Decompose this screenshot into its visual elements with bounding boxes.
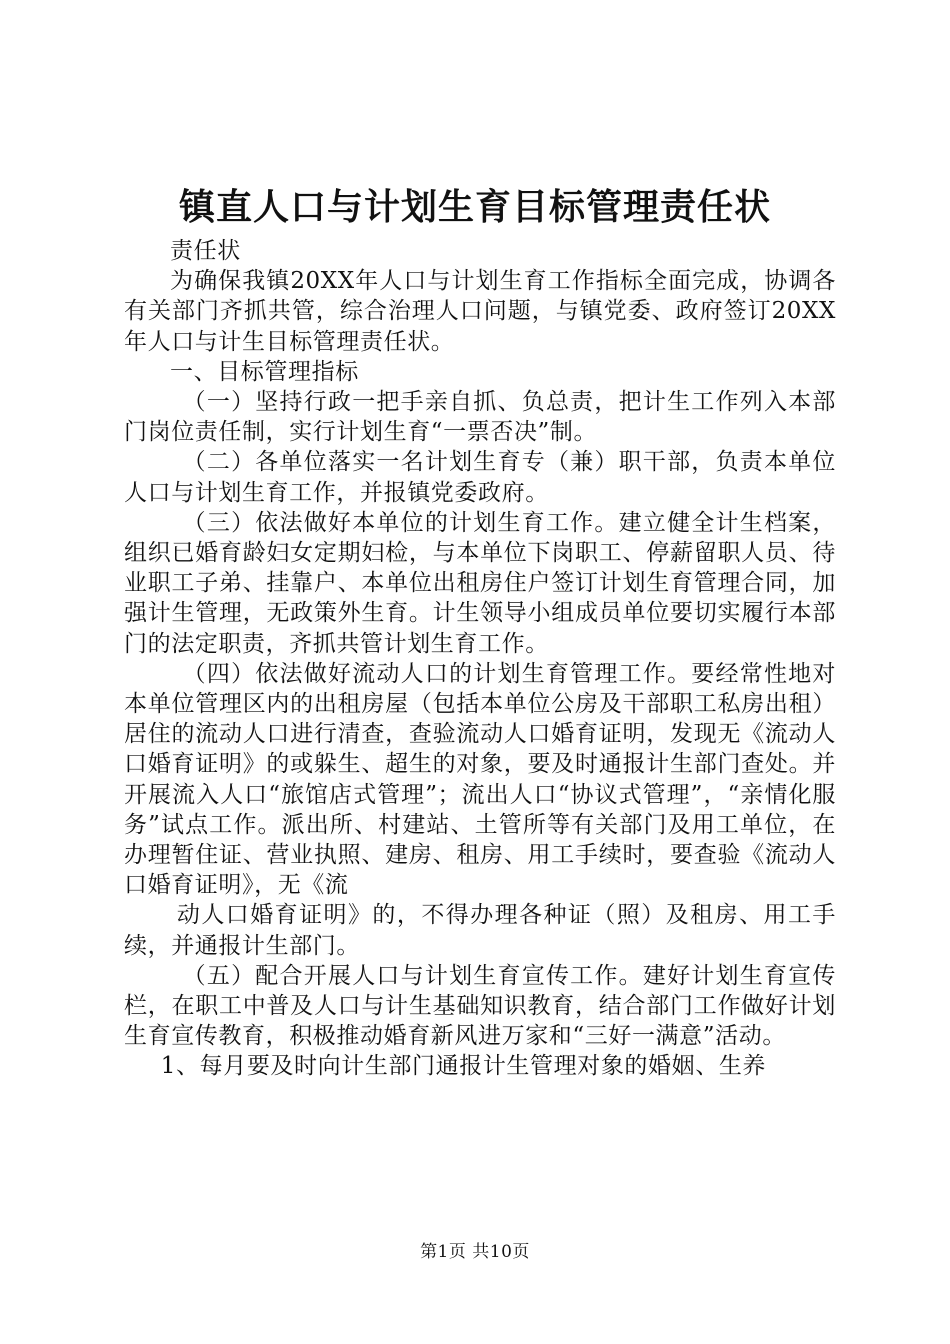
paragraph-intro: 为确保我镇20XX年人口与计划生育工作指标全面完成，协调各有关部门齐抓共管，综合治理人口问题，与镇党委、政府签订20XX年人口与计生目标管理责任状。 — [124, 268, 836, 355]
document-body — [124, 236, 836, 1082]
page-number-footer: 第1页 共10页 — [420, 1242, 530, 1262]
paragraph-heading-responsibility: 责任状 — [170, 238, 241, 264]
paragraph-item-4-continued: 动人口婚育证明》的，不得办理各种证（照）及租房、用工手续，并通报计生部门。 — [124, 902, 836, 959]
document-title: 镇直人口与计划生育目标管理责任状 — [178, 187, 771, 228]
paragraph-item-3: （三）依法做好本单位的计划生育工作。建立健全计生档案，组织已婚育龄妇女定期妇检，与本单位下岗职工、停薪留职人员、待业职工子弟、挂靠户、本单位出租房住户签订计划生育管理合同，加强计生管理，无政策外生育。计生领导小组成员单位要切实履行本部门的法定职责，齐抓共管计划生育工作。 — [124, 509, 836, 657]
paragraph-item-5: （五）配合开展人口与计划生育宣传工作。建好计划生育宣传栏，在职工中普及人口与计生基础知识教育，结合部门工作做好计划生育宣传教育，积极推动婚育新风进万家和“三好一满意”活动。 — [124, 962, 836, 1050]
paragraph-item-4: （四）依法做好流动人口的计划生育管理工作。要经常性地对本单位管理区内的出租房屋（包括本单位公房及干部职工私房出租）居住的流动人口进行清查，查验流动人口婚育证明，发现无《流动人口婚育证明》的或躲生、超生的对象，要及时通报计生部门查处。并开展流入人口“旅馆店式管理”；流出人口“协议式管理”，“亲情化服务”试点工作。派出所、村建站、土管所等有关部门及用工单位，在办理暂住证、营业执照、建房、租房、用工手续时，要查验《流动人口婚育证明》，无《流 — [124, 660, 836, 899]
paragraph-section-one: 一、目标管理指标 — [170, 358, 359, 385]
paragraph-item-1: （一）坚持行政一把手亲自抓、负总责，把计生工作列入本部门岗位责任制，实行计划生育“一票否决”制。 — [124, 389, 836, 446]
paragraph-item-2: （二）各单位落实一名计划生育专（兼）职干部，负责本单位人口与计划生育工作，并报镇党委政府。 — [124, 449, 836, 506]
paragraph-subitem-1: 1、每月要及时向计生部门通报计生管理对象的婚姻、生养 — [160, 1053, 767, 1080]
